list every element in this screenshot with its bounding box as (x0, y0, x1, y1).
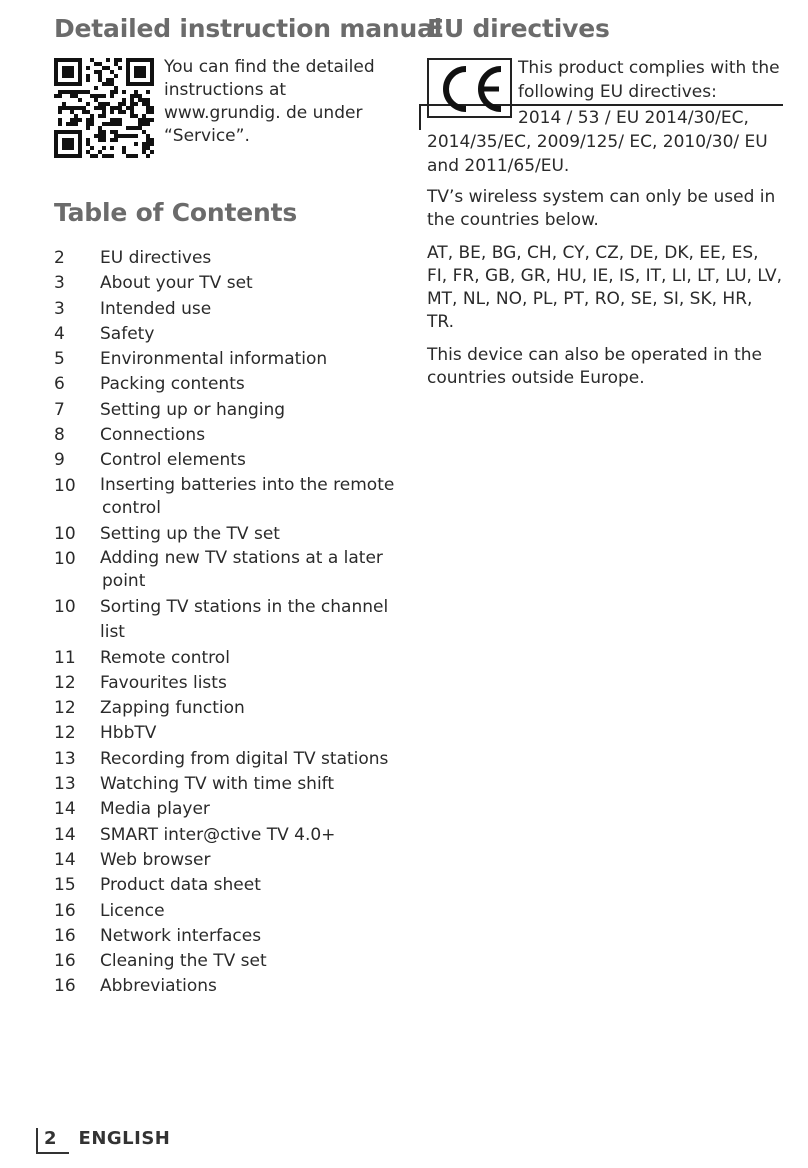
toc-title-text: Control elements (100, 450, 246, 471)
toc-title (100, 974, 404, 999)
toc-title (100, 696, 404, 721)
ce-mark-icon (427, 58, 512, 118)
toc-item (54, 772, 404, 797)
right-column (427, 12, 783, 390)
toc-title (100, 322, 404, 347)
toc-list (54, 246, 404, 1000)
toc-title (100, 949, 404, 974)
complies-text: This product complies with the following EU directives: (518, 58, 780, 102)
toc-title-text: Remote control (100, 647, 230, 668)
toc-item (54, 398, 404, 423)
toc-page-number: 3 (54, 273, 65, 294)
toc-item (54, 423, 404, 448)
countries-text: AT, BE, BG, CH, CY, CZ, DE, DK, EE, ES, FI, FR, GB, GR, HU, IE, IS, IT, LI, LT, LU, LV, MT, NL, NO, PL, PT, RO, SE, SI, SK, HR, TR. (427, 243, 782, 332)
toc-title (100, 347, 404, 372)
toc-item (54, 595, 404, 646)
toc-title (100, 772, 404, 797)
toc-item (54, 974, 404, 999)
toc-title-text: Web browser (100, 849, 211, 870)
toc-item (54, 747, 404, 772)
toc-title-text: Packing contents (100, 374, 245, 395)
toc-page-number: 11 (54, 647, 76, 668)
ce-block (427, 56, 783, 178)
toc-title-text: Adding new TV stations at a later (100, 547, 383, 568)
toc-page-number: 6 (54, 374, 65, 395)
toc-page-number: 14 (54, 849, 76, 870)
qr-code-icon (54, 58, 154, 158)
toc-title-text: Inserting batteries into the remote (100, 474, 395, 495)
toc-item (54, 297, 404, 322)
toc-item (54, 347, 404, 372)
toc-item (54, 721, 404, 746)
toc-title (100, 899, 404, 924)
toc-item (54, 848, 404, 873)
toc-item (54, 271, 404, 296)
toc-page-number: 10 (54, 596, 76, 617)
toc-item (54, 797, 404, 822)
toc-title-text: Safety (100, 323, 155, 344)
toc-page-number: 15 (54, 875, 76, 896)
toc-title-text: SMART inter@ctive TV 4.0+ (100, 824, 336, 845)
toc-title (100, 297, 404, 322)
toc-title (100, 873, 404, 898)
toc-title (100, 398, 404, 423)
toc-page-number: 16 (54, 900, 76, 921)
toc-page-number: 7 (54, 399, 65, 420)
toc-title-text: Setting up the TV set (100, 523, 280, 544)
toc-item (54, 246, 404, 271)
toc-title (100, 823, 404, 848)
toc-item (54, 823, 404, 848)
toc-title (100, 848, 404, 873)
toc-title (100, 474, 404, 520)
toc-title-text: Sorting TV stations in the channel list (100, 596, 389, 643)
toc-item (54, 949, 404, 974)
toc-title-text: Favourites lists (100, 672, 227, 693)
toc-title (100, 271, 404, 296)
toc-title (100, 595, 404, 646)
manual-info (54, 56, 404, 158)
toc-item (54, 448, 404, 473)
toc-title-text: Licence (100, 900, 165, 921)
toc-item (54, 924, 404, 949)
toc-title-text: Product data sheet (100, 875, 261, 896)
toc-page-number: 9 (54, 450, 65, 471)
toc-title-text: Media player (100, 799, 210, 820)
toc-page-number: 13 (54, 774, 76, 795)
toc-item (54, 322, 404, 347)
toc-title-text: Network interfaces (100, 925, 262, 946)
toc-page-number: 16 (54, 951, 76, 972)
toc-page-number: 13 (54, 748, 76, 769)
toc-title (100, 547, 404, 593)
toc-title (100, 372, 404, 397)
toc-title-text: Connections (100, 425, 206, 446)
toc-page-number: 16 (54, 976, 76, 997)
toc-title (100, 522, 404, 547)
toc-item (54, 696, 404, 721)
toc-page-number: 12 (54, 672, 76, 693)
toc-title-text: Setting up or hanging (100, 399, 286, 420)
toc-page-number: 10 (54, 548, 76, 569)
manual-text: You can find the detailed instructions at www.grundig. de under “Service”. (164, 57, 375, 146)
wireless-text: TV’s wireless system can only be used in the countries below. (427, 187, 776, 230)
toc-title (100, 423, 404, 448)
toc-title-text: Cleaning the TV set (100, 951, 267, 972)
toc-title-text: Abbreviations (100, 976, 217, 997)
toc-title-text: Intended use (100, 298, 212, 319)
outside-text: This device can also be operated in the countries outside Europe. (427, 345, 762, 388)
eu-heading: EU directives (427, 14, 610, 43)
toc-page-number: 2 (54, 248, 65, 268)
toc-title-text: Zapping function (100, 698, 245, 719)
toc-title (100, 246, 404, 271)
toc-page-number: 10 (54, 475, 76, 496)
toc-title (100, 747, 404, 772)
toc-item (54, 474, 404, 520)
toc-title (100, 924, 404, 949)
toc-heading: Table of Contents (54, 198, 298, 227)
toc-title-text: EU directives (100, 248, 212, 268)
toc-title-continuation: control (102, 497, 161, 518)
toc-title-text: Recording from digital TV stations (100, 748, 389, 769)
toc-item (54, 873, 404, 898)
toc-title-continuation: point (102, 570, 146, 591)
toc-page-number: 8 (54, 425, 65, 446)
toc-item (54, 547, 404, 593)
toc-page-number: 4 (54, 323, 65, 344)
toc-item (54, 671, 404, 696)
page-footer (36, 1124, 170, 1154)
toc-page-number: 14 (54, 824, 76, 845)
toc-page-number: 16 (54, 925, 76, 946)
toc-item (54, 899, 404, 924)
toc-title-text: Environmental information (100, 349, 328, 370)
footer-language: ENGLISH (78, 1128, 171, 1149)
toc-page-number: 3 (54, 298, 65, 319)
toc-page-number: 10 (54, 523, 76, 544)
toc-item (54, 646, 404, 671)
manual-heading: Detailed instruction manual (54, 14, 443, 43)
directives-first: 2014 / 53 / EU 2014/30/EC, (419, 104, 783, 130)
toc-title-text: HbbTV (100, 723, 157, 744)
toc-title (100, 671, 404, 696)
toc-page-number: 14 (54, 799, 76, 820)
toc-item (54, 372, 404, 397)
toc-title-text: Watching TV with time shift (100, 774, 335, 795)
toc-title (100, 646, 404, 671)
toc-title (100, 721, 404, 746)
toc-item (54, 522, 404, 547)
toc-title (100, 448, 404, 473)
toc-title-text: About your TV set (100, 273, 253, 294)
directives-rest: 2014/35/EC, 2009/125/ EC, 2010/30/ EU and 2011/65/EU. (427, 132, 768, 176)
toc-page-number: 12 (54, 698, 76, 719)
toc-page-number: 5 (54, 349, 65, 370)
toc-title (100, 797, 404, 822)
page-number: 2 (36, 1128, 69, 1154)
left-column (54, 12, 443, 1000)
toc-page-number: 12 (54, 723, 76, 744)
